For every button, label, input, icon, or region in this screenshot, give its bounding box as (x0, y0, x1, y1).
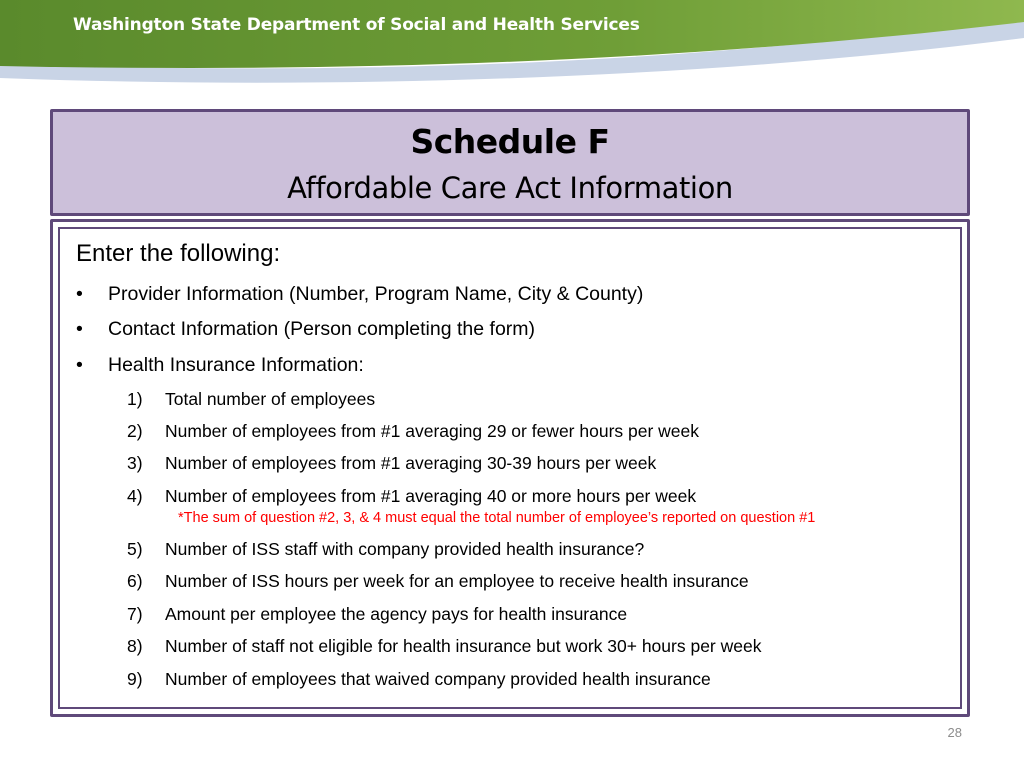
organization-name: Washington State Department of Social and Health Services (73, 15, 640, 35)
bullet-symbol: • (76, 354, 83, 376)
item-text: Total number of employees (165, 389, 376, 409)
item-text: Number of ISS staff with company provided health insurance? (165, 539, 645, 559)
item-text: Amount per employee the agency pays for health insurance (165, 604, 628, 624)
item-text: Number of staff not eligible for health insurance but work 30+ hours per week (165, 636, 762, 656)
item-number: 3) (127, 453, 143, 473)
item-number: 8) (127, 636, 143, 656)
bullet-symbol: • (76, 318, 83, 340)
slide-title: Schedule F (410, 122, 610, 161)
item-text: Number of employees from #1 averaging 40 or more hours per week (165, 486, 697, 506)
bullet-text: Contact Information (Person completing the form) (108, 318, 536, 340)
item-number: 2) (127, 421, 143, 441)
intro-heading: Enter the following: (76, 240, 281, 267)
item-number: 5) (127, 539, 143, 559)
page-number: 28 (947, 725, 962, 740)
item-number: 7) (127, 604, 143, 624)
validation-note: *The sum of question #2, 3, & 4 must equal the total number of employee’s reported on question #1 (178, 510, 816, 526)
item-text: Number of ISS hours per week for an employee to receive health insurance (165, 571, 749, 591)
item-text: Number of employees that waived company provided health insurance (165, 669, 711, 689)
item-number: 6) (127, 571, 143, 591)
item-number: 4) (127, 486, 143, 506)
slide-subtitle: Affordable Care Act Information (287, 171, 733, 205)
item-text: Number of employees from #1 averaging 30-39 hours per week (165, 453, 657, 473)
item-number: 9) (127, 669, 143, 689)
item-text: Number of employees from #1 averaging 29 or fewer hours per week (165, 421, 700, 441)
bullet-text: Provider Information (Number, Program Name, City & County) (108, 283, 644, 305)
item-number: 1) (127, 389, 143, 409)
bullet-symbol: • (76, 283, 83, 305)
title-box (50, 109, 970, 216)
bullet-text: Health Insurance Information: (108, 354, 364, 376)
